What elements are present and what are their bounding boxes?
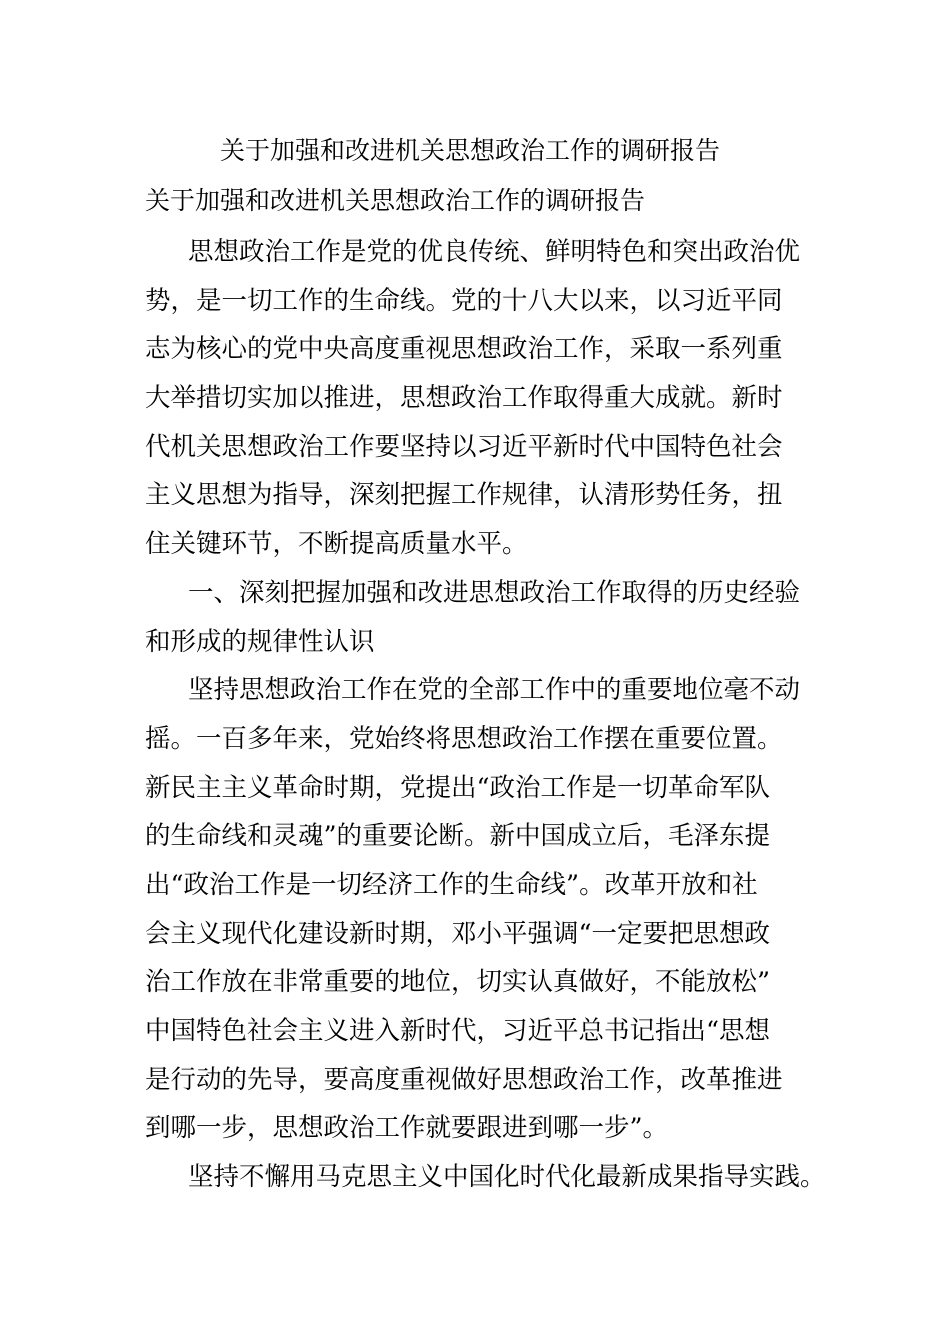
section-heading-line: 一、深刻把握加强和改进思想政治工作取得的历史经验 [188,577,801,608]
document-body [145,228,845,1202]
body-line: 到哪一步，思想政治工作就要跟进到哪一步”。 [145,1113,669,1144]
body-line: 新民主主义革命时期，党提出“政治工作是一切革命军队 [145,772,771,803]
body-line: 中国特色社会主义进入新时代，习近平总书记指出“思想 [145,1016,771,1046]
body-line: 主义思想为指导，深刻把握工作规律，认清形势任务，扭 [145,480,783,511]
body-line: 大举措切实加以推进，思想政治工作取得重大成就。新时 [145,383,783,414]
document-subtitle: 关于加强和改进机关思想政治工作的调研报告 [145,186,646,215]
document-title: 关于加强和改进机关思想政治工作的调研报告 [220,136,721,165]
body-line: 摇。一百多年来，党始终将思想政治工作摆在重要位置。 [145,723,783,754]
body-line: 坚持不懈用马克思主义中国化时代化最新成果指导实践。 [188,1162,826,1193]
body-line: 治工作放在非常重要的地位，切实认真做好，不能放松” [145,967,771,998]
body-line: 是行动的先导，要高度重视做好思想政治工作，改革推进 [145,1064,783,1095]
body-line: 坚持思想政治工作在党的全部工作中的重要地位毫不动 [188,675,801,706]
body-line: 志为核心的党中央高度重视思想政治工作，采取一系列重 [145,334,783,365]
body-line: 代机关思想政治工作要坚持以习近平新时代中国特色社会 [145,431,783,462]
body-line: 势，是一切工作的生命线。党的十八大以来，以习近平同 [145,285,783,316]
body-line: 的生命线和灵魂”的重要论断。新中国成立后，毛泽东提 [145,821,771,852]
body-line: 会主义现代化建设新时期，邓小平强调“一定要把思想政 [145,918,771,949]
body-line: 住关键环节，不断提高质量水平。 [145,529,528,560]
section-heading-line: 和形成的规律性认识 [145,626,375,657]
body-line: 出“政治工作是一切经济工作的生命线”。改革开放和社 [145,869,758,900]
body-line: 思想政治工作是党的优良传统、鲜明特色和突出政治优 [188,237,801,267]
